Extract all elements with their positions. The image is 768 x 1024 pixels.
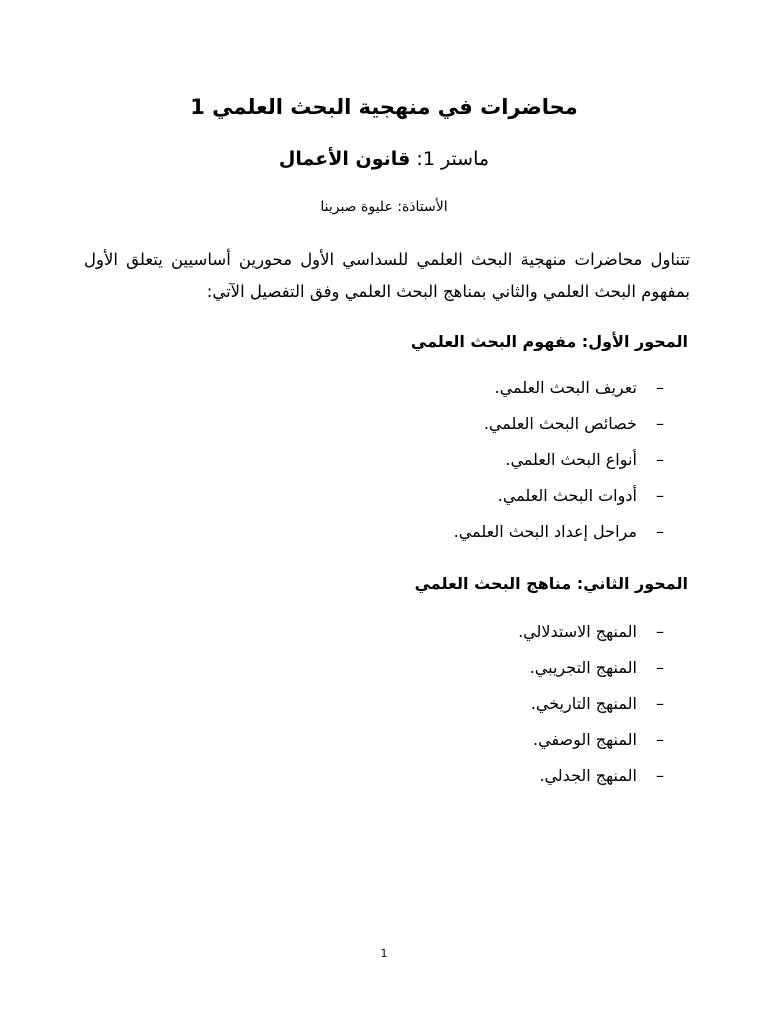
list-item-text: المنهج التاريخي. xyxy=(530,694,637,713)
list-item xyxy=(454,448,664,484)
bullet-dash: – xyxy=(656,730,664,749)
axis-1-list xyxy=(454,376,664,556)
list-item-text: مراحل إعداد البحث العلمي. xyxy=(453,522,637,541)
bullet-dash: – xyxy=(656,414,664,433)
list-item-text: خصائص البحث العلمي. xyxy=(483,414,637,433)
list-item xyxy=(518,764,664,800)
bullet-dash: – xyxy=(656,522,664,541)
axis-2-heading: المحور الثاني: مناهج البحث العلمي xyxy=(414,574,688,593)
list-item-text: المنهج التجريبي. xyxy=(529,658,637,677)
list-item xyxy=(454,484,664,520)
axis-1-heading: المحور الأول: مفهوم البحث العلمي xyxy=(410,332,688,351)
bullet-dash: – xyxy=(656,450,664,469)
bullet-dash: – xyxy=(656,622,664,641)
bullet-dash: – xyxy=(656,766,664,785)
subtitle-prefix: ماستر 1: xyxy=(410,148,490,170)
list-item xyxy=(454,376,664,412)
list-item-text: تعريف البحث العلمي. xyxy=(494,378,637,397)
teacher-name: الأستاذة: عليوة صبرينا xyxy=(320,199,448,215)
bullet-dash: – xyxy=(656,486,664,505)
intro-paragraph: تتناول محاضرات منهجية البحث العلمي للسداسي الأول محورين أساسيين يتعلق الأول بمفهوم البحث العلمي والثاني بمناهج البحث العلمي وفق التفصيل الآتي: xyxy=(84,250,690,301)
list-item xyxy=(454,520,664,556)
list-item xyxy=(518,656,664,692)
list-item xyxy=(518,728,664,764)
list-item-text: أدوات البحث العلمي. xyxy=(497,486,637,505)
bullet-dash: – xyxy=(656,694,664,713)
list-item-text: المنهج الجدلي. xyxy=(539,766,637,785)
document-subtitle xyxy=(0,145,768,173)
list-item-text: أنواع البحث العلمي. xyxy=(505,450,637,469)
bullet-dash: – xyxy=(656,658,664,677)
subtitle-main: قانون الأعمال xyxy=(278,148,411,170)
list-item xyxy=(454,412,664,448)
list-item xyxy=(518,692,664,728)
list-item-text: المنهج الاستدلالي. xyxy=(518,622,637,641)
list-item xyxy=(518,620,664,656)
axis-2-list xyxy=(518,620,664,800)
page-number: 1 xyxy=(380,947,388,960)
list-item-text: المنهج الوصفي. xyxy=(533,730,637,749)
document-title: محاضرات في منهجية البحث العلمي 1 xyxy=(190,95,578,119)
bullet-dash: – xyxy=(656,378,664,397)
